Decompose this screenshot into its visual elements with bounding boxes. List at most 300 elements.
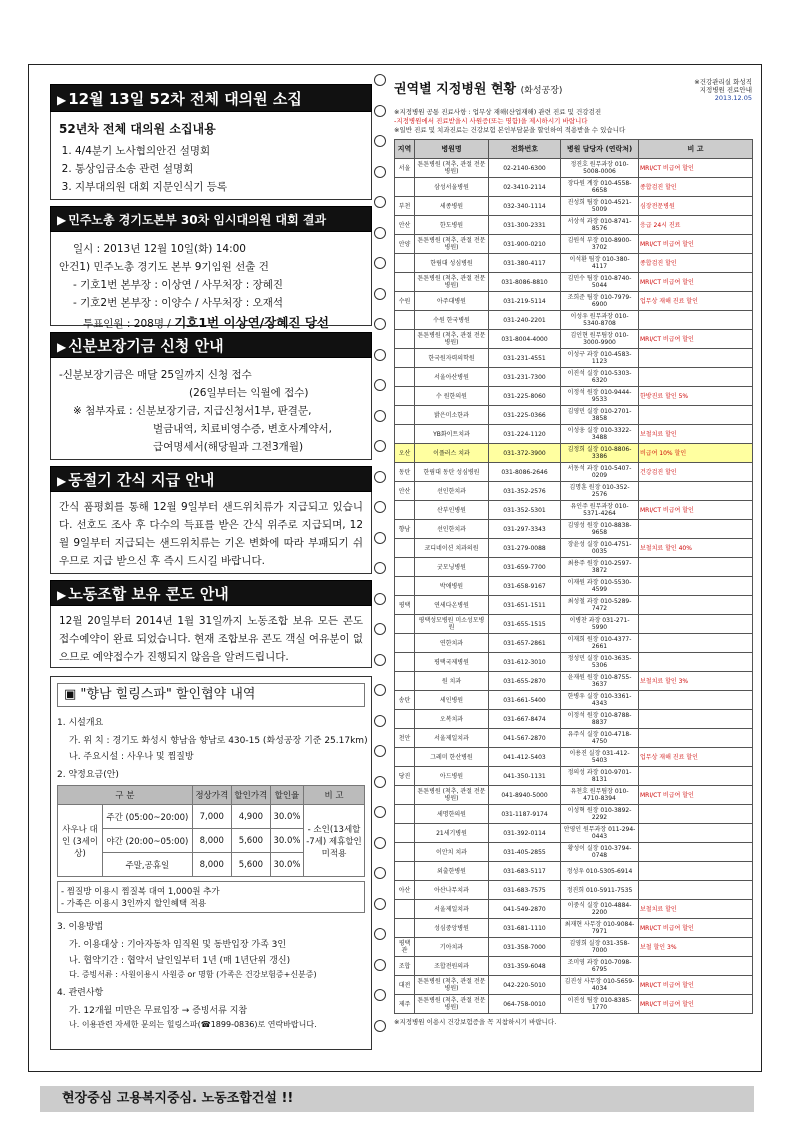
- table-cell-phone: 031-359-6048: [489, 957, 561, 976]
- note-line: - 찜질방 이용시 찜질복 대여 1,000원 추가: [61, 887, 220, 897]
- table-cell-contact: 서상석 과장 010-8741-8576: [561, 216, 639, 235]
- list-item: 1. 4/4분기 노사협의안건 설명회: [75, 143, 363, 158]
- text-line: 급여명세서(해당월과 그전3개월): [153, 441, 304, 453]
- table-cell-phone: 031-658-9167: [489, 577, 561, 596]
- binder-ring: [374, 867, 386, 879]
- table-cell-remark: [639, 482, 753, 501]
- table-cell-remark: MRI/CT 비급여 할인: [639, 235, 753, 254]
- table-cell-name: 오복치과: [415, 710, 489, 729]
- table-cell-name: 박애병원: [415, 577, 489, 596]
- table-cell-phone: 031-681-1110: [489, 919, 561, 938]
- table-row: [395, 501, 753, 520]
- table-cell: 8,000: [192, 853, 231, 877]
- table-cell: 8,000: [192, 829, 231, 853]
- table-cell-region: [395, 615, 415, 634]
- table-cell-remark: [639, 805, 753, 824]
- table-cell-name: 조합전원의과: [415, 957, 489, 976]
- table-cell-contact: 황성이 실장 010-3794-0748: [561, 843, 639, 862]
- table-row: [395, 539, 753, 558]
- table-cell-remark: [639, 767, 753, 786]
- table-cell-name: 튼튼병원 (척추, 관절 전문병원): [415, 235, 489, 254]
- table-cell-name: 코디네이션 치과의원: [415, 539, 489, 558]
- binder-ring: [374, 745, 386, 757]
- table-cell-contact: 정성민 실장 010-3635-5306: [561, 653, 639, 672]
- table-cell-region: [395, 748, 415, 767]
- table-cell-contact: 이성구 과장 010-4583-1123: [561, 349, 639, 368]
- table-cell-remark: [639, 843, 753, 862]
- table-cell-remark: 응급 24시 진료: [639, 216, 753, 235]
- table-cell-remark: [639, 729, 753, 748]
- table-row: [395, 197, 753, 216]
- binder-ring: [374, 806, 386, 818]
- table-cell-remark: [639, 349, 753, 368]
- binder-ring: [374, 1020, 386, 1032]
- table-cell-remark: [639, 957, 753, 976]
- table-cell-region: 안산: [395, 216, 415, 235]
- table-cell-remark: MRI/CT 비급여 할인: [639, 273, 753, 292]
- table-row: [395, 368, 753, 387]
- spa-title: ▣ "향남 힐링스파" 할인협약 내역: [57, 683, 365, 707]
- table-cell-remark: [639, 634, 753, 653]
- table-cell-phone: 031-352-5301: [489, 501, 561, 520]
- table-cell-remark: 종합검진 할인: [639, 178, 753, 197]
- binder-ring: [374, 684, 386, 696]
- table-cell-name: 수원 한국병원: [415, 311, 489, 330]
- binder-ring: [374, 654, 386, 666]
- section-fund: [50, 332, 372, 460]
- table-row: [395, 596, 753, 615]
- table-cell-contact: 김원석 부장 010-8900-3702: [561, 235, 639, 254]
- table-header: 병원 담당자 (연락처): [561, 140, 639, 159]
- section-title: ▶ 신분보장기금 신청 안내: [50, 332, 372, 358]
- table-row: [395, 349, 753, 368]
- table-cell-contact: 정의성 과장 010-9701-8131: [561, 767, 639, 786]
- table-row: [395, 577, 753, 596]
- table-cell-contact: 진성희 팀장 010-4521-5009: [561, 197, 639, 216]
- table-cell-region: 대전: [395, 976, 415, 995]
- table-cell-phone: 02-3410-2114: [489, 178, 561, 197]
- table-row: [395, 995, 753, 1014]
- table-cell-name: 아산나무치과: [415, 881, 489, 900]
- triangle-icon: ▶: [57, 340, 67, 354]
- table-cell-name: 한도병원: [415, 216, 489, 235]
- table-cell-region: [395, 330, 415, 349]
- table-row: [395, 463, 753, 482]
- binder-ring: [374, 623, 386, 635]
- table-row: [395, 748, 753, 767]
- table-cell-phone: 02-2140-6300: [489, 159, 561, 178]
- left-column: [50, 84, 372, 668]
- binder-ring: [374, 166, 386, 178]
- table-cell-remark: MRI/CT 비급여 할인: [639, 501, 753, 520]
- spa-line: 가. 12개월 미만은 무료입장 → 증빙서류 지참: [69, 1006, 248, 1016]
- table-cell-remark: 한방진료 할인 5%: [639, 387, 753, 406]
- table-cell-name: 아드병원: [415, 767, 489, 786]
- binder-ring: [374, 562, 386, 574]
- table-cell-region: [395, 843, 415, 862]
- table-cell: 5,600: [231, 829, 270, 853]
- table-cell-name: 튼튼병원 (척추, 관절 전문병원): [415, 995, 489, 1014]
- table-cell-region: [395, 406, 415, 425]
- table-header: 병원명: [415, 140, 489, 159]
- table-cell-name: 기아치과: [415, 938, 489, 957]
- table-cell-region: [395, 539, 415, 558]
- table-cell-phone: 031-380-4117: [489, 254, 561, 273]
- hospital-section: [394, 78, 752, 1026]
- table-header: 할인가격: [231, 786, 270, 805]
- table-cell-region: [395, 273, 415, 292]
- table-cell-contact: 이중식 실장 010-4884-2200: [561, 900, 639, 919]
- table-cell-remark: MRI/CT 비급여 할인: [639, 786, 753, 805]
- table-cell-name: 이플러스 치과: [415, 444, 489, 463]
- triangle-icon: ▶: [57, 213, 67, 227]
- table-cell-name: 서울제일치과: [415, 729, 489, 748]
- section-body: [50, 358, 372, 460]
- binder-ring: [374, 318, 386, 330]
- spa-line: 나. 협약기간 : 협약서 날인일부터 1년 (매 1년단위 갱신): [69, 956, 291, 966]
- table-cell-remark: [639, 653, 753, 672]
- table-cell-name: 외출한병원: [415, 862, 489, 881]
- table-cell-remark: [639, 520, 753, 539]
- table-row: [395, 520, 753, 539]
- table-cell: 야간 (20:00~05:00): [103, 829, 193, 853]
- table-cell-remark: 업무상 재해 진료 할인: [639, 292, 753, 311]
- table-row: [395, 691, 753, 710]
- table-cell-contact: 이성혁 원장 010-3892-2292: [561, 805, 639, 824]
- binder-ring: [374, 989, 386, 1001]
- table-cell-contact: 안영인 원무과장 011-294-0443: [561, 824, 639, 843]
- table-cell-remark: [639, 824, 753, 843]
- table-cell-name: 산부인병원: [415, 501, 489, 520]
- table-row: [395, 482, 753, 501]
- table-cell-contact: 이성웅 실장 010-3322-3488: [561, 425, 639, 444]
- hospital-title: 권역별 지정병원 현황 (화성공장): [394, 82, 563, 97]
- table-cell-contact: 김영성 원장 010-8838-9658: [561, 520, 639, 539]
- table-cell-name: 밝은미소한과: [415, 406, 489, 425]
- table-cell-phone: 031-240-2201: [489, 311, 561, 330]
- binder-ring: [374, 440, 386, 452]
- table-cell-region: 천안: [395, 729, 415, 748]
- table-cell-name: 성심중앙병원: [415, 919, 489, 938]
- table-header: 지역: [395, 140, 415, 159]
- section-body: 간식 품평회를 통해 12월 9일부터 샌드위치류가 지급되고 있습니다. 선호도 조사 후 다수의 득표를 받은 간식 위주로 지급되며, 12월 9일부터 지급되는 샌드위치류는 기온 변화에 따라 부패되기 쉬우므로 지급 받으신 후 즉시 드시길 바랍니다.: [50, 492, 372, 574]
- section-body: 12월 20일부터 2014년 1월 31일까지 노동조합 보유 모든 콘도 접수예약이 완료 되었습니다. 현재 조합보유 콘도 객실 여유분이 없으므로 예약접수가 진행되지 않음을 알려드립니다.: [50, 606, 372, 668]
- table-row: [395, 881, 753, 900]
- table-cell-contact: 김인현 원무팀장 010-3000-9900: [561, 330, 639, 349]
- table-cell-contact: 정진희 010-5911-7535: [561, 881, 639, 900]
- section-subtitle: 52년차 전체 대의원 소집내용: [59, 122, 216, 136]
- table-cell-name: 선인한치과: [415, 520, 489, 539]
- hospital-notes: [394, 108, 752, 135]
- table-cell-region: 조합: [395, 957, 415, 976]
- table-cell-remark: MRI/CT 비급여 할인: [639, 330, 753, 349]
- spa-heading: 1. 시설개요: [57, 718, 104, 728]
- table-cell-remark: [639, 691, 753, 710]
- table-cell-remark: [639, 596, 753, 615]
- section-body: [50, 112, 372, 200]
- section-assembly: [50, 84, 372, 200]
- table-cell-contact: 김진성 사무장 010-5659-4034: [561, 976, 639, 995]
- table-cell-remark: [639, 710, 753, 729]
- table-row: [395, 653, 753, 672]
- table-cell-contact: 이재원 과장 010-5530-4599: [561, 577, 639, 596]
- table-cell-contact: 김영희 실장 031-358-7000: [561, 938, 639, 957]
- table-cell-contact: 김민수 팀장 010-8740-5044: [561, 273, 639, 292]
- table-cell-phone: 031-655-2870: [489, 672, 561, 691]
- table-cell-remark: [639, 558, 753, 577]
- spa-discount-box: [50, 676, 372, 1050]
- note-line: - 가족은 이용시 3인까지 할인혜택 적용: [61, 899, 207, 909]
- table-cell-region: [395, 577, 415, 596]
- table-header: 비 고: [639, 140, 753, 159]
- table-cell-phone: 031-900-0210: [489, 235, 561, 254]
- binder-ring: [374, 776, 386, 788]
- table-cell-name: 한국원자력의학원: [415, 349, 489, 368]
- table-cell-phone: 031-8086-8810: [489, 273, 561, 292]
- table-cell-remark: [639, 615, 753, 634]
- table-cell-phone: 031-231-7300: [489, 368, 561, 387]
- table-cell-name: 연세다온병원: [415, 596, 489, 615]
- text-line: 안건1) 민주노총 경기도 본부 9기임원 선출 건: [59, 261, 269, 273]
- table-cell: 7,000: [192, 805, 231, 829]
- table-cell: 주말,공휴일: [103, 853, 193, 877]
- table-row: [395, 957, 753, 976]
- table-cell-contact: 장윤성 실장 010-4751-0035: [561, 539, 639, 558]
- table-cell-contact: 조미영 과장 010-7098-6795: [561, 957, 639, 976]
- table-cell-remark: [639, 368, 753, 387]
- table-cell-contact: 이정석 원장 010-9444-9533: [561, 387, 639, 406]
- list-item: 3. 지부대의원 대회 지문인식기 등록: [75, 179, 363, 194]
- section-title: ▶ 동절기 간식 지급 안내: [50, 466, 372, 492]
- binder-ring: [374, 74, 386, 86]
- table-cell-region: [395, 672, 415, 691]
- table-cell-contact: 이병찬 과장 031-271-5990: [561, 615, 639, 634]
- binder-ring: [374, 501, 386, 513]
- text-line: - 기호1번 본부장 : 이상연 / 사무처장 : 장혜진: [73, 279, 284, 291]
- table-cell-region: [395, 387, 415, 406]
- text-line: -신분보장기금은 매달 25일까지 신청 접수: [59, 369, 252, 381]
- spa-line: 나. 이용관련 자세한 문의는 힐링스파(☎1899-0836)로 연락바랍니다.: [69, 1020, 317, 1029]
- section-title: ▶ 민주노총 경기도본부 30차 임시대의원 대회 결과: [50, 206, 372, 232]
- table-cell-phone: 031-231-4551: [489, 349, 561, 368]
- table-cell-region: [395, 311, 415, 330]
- table-cell-region: [395, 501, 415, 520]
- table-cell-remark: 보철치료 할인: [639, 900, 753, 919]
- binder-rings: [374, 74, 388, 1054]
- table-cell-phone: 031-219-5114: [489, 292, 561, 311]
- binder-ring: [374, 532, 386, 544]
- table-cell: 5,600: [231, 853, 270, 877]
- table-cell-name: 수 원한의원: [415, 387, 489, 406]
- table-row: [395, 786, 753, 805]
- top-note: ※건강관리실 화성직 지정병원 진료안내 2013.12.05: [694, 78, 752, 102]
- table-cell-phone: 031-1187-9174: [489, 805, 561, 824]
- table-row: [395, 729, 753, 748]
- table-cell-phone: 031-667-8474: [489, 710, 561, 729]
- assembly-items: [59, 143, 363, 194]
- table-cell: - 소인(13세할 -7세) 제휴할인 미적용: [304, 805, 365, 877]
- table-row: [395, 710, 753, 729]
- table-cell-phone: 031-372-3900: [489, 444, 561, 463]
- table-row: [395, 938, 753, 957]
- table-cell-contact: 정성우 010-5305-6914: [561, 862, 639, 881]
- table-cell-name: 한림대 성심병원: [415, 254, 489, 273]
- note-line: ※일반 진료 및 치과진료는 건강보험 본인부담분을 할인하여 적용받을 수 있습니다: [394, 126, 626, 134]
- binder-ring: [374, 379, 386, 391]
- table-cell-contact: 장다원 계장 010-4558-6658: [561, 178, 639, 197]
- table-cell-phone: 041-549-2870: [489, 900, 561, 919]
- table-cell-phone: 031-659-7700: [489, 558, 561, 577]
- price-table: [57, 785, 365, 877]
- table-cell-region: 평택: [395, 596, 415, 615]
- table-cell-region: [395, 349, 415, 368]
- table-row: [395, 406, 753, 425]
- table-cell-phone: 031-661-5400: [489, 691, 561, 710]
- spa-heading: 3. 이용방법: [57, 922, 104, 932]
- table-row: [395, 805, 753, 824]
- table-cell-phone: 031-392-0114: [489, 824, 561, 843]
- table-cell-remark: 심장전문병원: [639, 197, 753, 216]
- binder-ring: [374, 257, 386, 269]
- note-line: ※지정병원 공통 진료사항 : 업무상 재해(산업재해) 관련 진료 및 건강검진: [394, 108, 602, 116]
- table-cell-name: 그레미 한산병원: [415, 748, 489, 767]
- table-cell-remark: 비급여 10% 할인: [639, 444, 753, 463]
- table-cell-remark: [639, 577, 753, 596]
- table-row: [395, 976, 753, 995]
- spa-heading: 2. 약정요금(안): [57, 770, 119, 780]
- table-row: [395, 444, 753, 463]
- table-cell-contact: 이재희 원장 010-4377-2661: [561, 634, 639, 653]
- section-title: ▶ 노동조합 보유 콘도 안내: [50, 580, 372, 606]
- binder-ring: [374, 288, 386, 300]
- table-cell-phone: 041-567-2870: [489, 729, 561, 748]
- table-cell-region: 안양: [395, 235, 415, 254]
- table-row: [395, 273, 753, 292]
- table-cell-phone: 031-300-2331: [489, 216, 561, 235]
- table-cell-phone: 031-225-8060: [489, 387, 561, 406]
- table-cell-contact: 김명훈 원장 010-352-2576: [561, 482, 639, 501]
- table-cell-contact: 한병우 실장 010-3361-4343: [561, 691, 639, 710]
- table-row: [395, 159, 753, 178]
- spa-line: 다. 증빙서류 : 사원이용시 사원증 or 명함 (가족은 건강보험증+신분증): [69, 970, 317, 979]
- hospital-table: [394, 139, 753, 1014]
- table-cell-region: [395, 919, 415, 938]
- table-cell-phone: 031-279-0088: [489, 539, 561, 558]
- spa-line: 가. 위 치 : 경기도 화성시 향남읍 향남로 430-15 (화성공장 기준 25.17km): [69, 736, 368, 746]
- table-cell-name: 튼튼병원 (척추, 관절 전문병원): [415, 330, 489, 349]
- section-title: ▶ 12월 13일 52차 전체 대의원 소집: [50, 84, 372, 112]
- table-cell-phone: 031-683-5117: [489, 862, 561, 881]
- table-cell-remark: 업무상 재해 진료 할인: [639, 748, 753, 767]
- table-cell-remark: 보철치료 할인: [639, 425, 753, 444]
- table-cell-remark: 건강검진 할인: [639, 463, 753, 482]
- table-cell: 주간 (05:00~20:00): [103, 805, 193, 829]
- spa-heading: 4. 관련사항: [57, 988, 104, 998]
- table-cell: 사우나 대인 (3세이상): [58, 805, 103, 877]
- table-cell-contact: 조희준 팀장 010-7979-6900: [561, 292, 639, 311]
- table-cell: 30.0%: [270, 805, 303, 829]
- table-row: [395, 767, 753, 786]
- table-cell-phone: 031-358-7000: [489, 938, 561, 957]
- table-cell-phone: 031-683-7575: [489, 881, 561, 900]
- table-cell-contact: 이석환 팀장 010-380-4117: [561, 254, 639, 273]
- table-cell-phone: 031-655-1515: [489, 615, 561, 634]
- table-cell-region: [395, 805, 415, 824]
- table-cell-remark: [639, 406, 753, 425]
- table-cell-name: 아주대병원: [415, 292, 489, 311]
- table-cell-region: [395, 653, 415, 672]
- table-cell-name: 세인병원: [415, 691, 489, 710]
- table-cell-name: 튼튼병원 (척추, 관절 전문병원): [415, 159, 489, 178]
- table-cell-phone: 031-297-3343: [489, 520, 561, 539]
- text-line: 벌금내역, 치료비영수증, 변호사계약서,: [153, 423, 332, 435]
- table-cell-phone: 031-224-1120: [489, 425, 561, 444]
- table-row: [395, 615, 753, 634]
- table-cell-region: [395, 178, 415, 197]
- table-cell: 30.0%: [270, 829, 303, 853]
- table-cell-remark: MRI/CT 비급여 할인: [639, 159, 753, 178]
- table-cell-contact: 유천호 원무팀장 010-4710-8394: [561, 786, 639, 805]
- table-cell-contact: 정진호 원무과장 010-5008-0006: [561, 159, 639, 178]
- table-cell-name: 선인한치과: [415, 482, 489, 501]
- binder-ring: [374, 227, 386, 239]
- table-row: [395, 311, 753, 330]
- table-cell-phone: 031-612-3010: [489, 653, 561, 672]
- table-cell-contact: 이정석 원장 010-8788-8837: [561, 710, 639, 729]
- binder-ring: [374, 410, 386, 422]
- list-item: 2. 통상임금소송 관련 설명회: [75, 161, 363, 176]
- table-cell-contact: 김정희 실장 010-8806-3386: [561, 444, 639, 463]
- triangle-icon: ▶: [57, 588, 67, 602]
- table-cell-name: 튼튼병원 (척추, 관절 전문병원): [415, 976, 489, 995]
- binder-ring: [374, 928, 386, 940]
- table-cell-phone: 031-651-1511: [489, 596, 561, 615]
- table-cell-phone: 031-657-2861: [489, 634, 561, 653]
- binder-ring: [374, 715, 386, 727]
- table-cell-contact: 최성철 과장 010-5289-7472: [561, 596, 639, 615]
- price-notes: [57, 881, 365, 913]
- table-row: [395, 425, 753, 444]
- table-cell-remark: MRI/CT 비급여 할인: [639, 995, 753, 1014]
- table-cell: 4,900: [231, 805, 270, 829]
- table-cell-remark: [639, 311, 753, 330]
- table-cell-contact: 서동석 과장 010-5407-0209: [561, 463, 639, 482]
- table-cell-region: 수원: [395, 292, 415, 311]
- table-cell-remark: 보철치료 할인 40%: [639, 539, 753, 558]
- table-row: [395, 824, 753, 843]
- table-cell-remark: 보철 할인 3%: [639, 938, 753, 957]
- table-cell-region: [395, 786, 415, 805]
- table-cell-region: [395, 368, 415, 387]
- table-cell-phone: 031-405-2855: [489, 843, 561, 862]
- spa-line: 나. 주요시설 : 사우나 및 찜질방: [69, 752, 194, 762]
- table-cell-name: 삼성서울병원: [415, 178, 489, 197]
- table-cell-region: 아산: [395, 881, 415, 900]
- table-cell-name: 연한치과: [415, 634, 489, 653]
- table-row: [395, 216, 753, 235]
- table-row: [395, 292, 753, 311]
- section-condo: [50, 580, 372, 668]
- binder-ring: [374, 898, 386, 910]
- table-cell-region: 당진: [395, 767, 415, 786]
- table-cell-region: [395, 425, 415, 444]
- table-cell-name: 이안치 치과: [415, 843, 489, 862]
- section-body: [50, 232, 372, 330]
- table-header: 전화번호: [489, 140, 561, 159]
- table-cell-remark: MRI/CT 비급여 할인: [639, 976, 753, 995]
- table-cell-contact: 최재현 사무장 010-9084-7971: [561, 919, 639, 938]
- table-cell-phone: 041-8940-5000: [489, 786, 561, 805]
